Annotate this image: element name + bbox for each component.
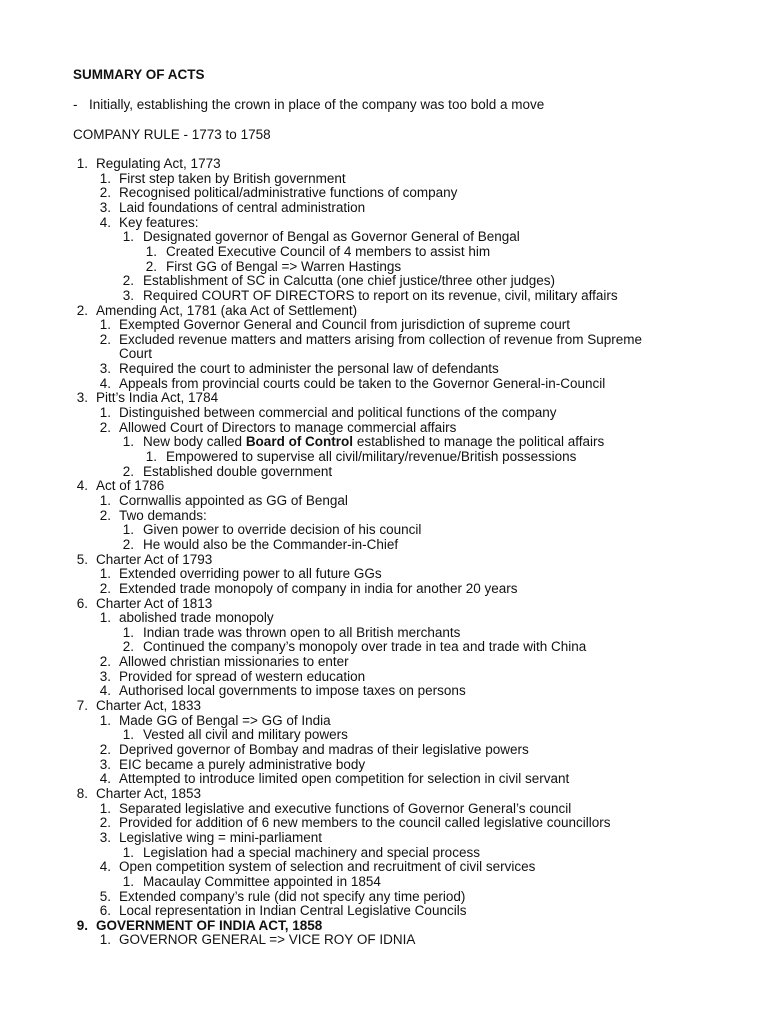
list-item-text-bold: Board of Control xyxy=(245,434,354,450)
list-item-text: Indian trade was thrown open to all British merchants xyxy=(143,624,461,640)
list-item-number: 4. xyxy=(76,478,88,494)
list-item-number: 1. xyxy=(76,156,88,171)
list-item-text: Vested all civil and military powers xyxy=(143,727,348,743)
list-item-number: 2. xyxy=(99,331,111,347)
list-item-text: GOVERNOR GENERAL => VICE ROY OF IDNIA xyxy=(119,932,416,948)
list-item-text: Allowed Court of Directors to manage commercial affairs xyxy=(119,419,457,435)
section-heading: COMPANY RULE - 1773 to 1758 xyxy=(73,127,271,142)
list-item-number: 6. xyxy=(76,595,88,611)
list-item-text: Excluded revenue matters and matters arising from collection of revenue from Supreme xyxy=(119,331,642,347)
list-item-number: 3. xyxy=(122,287,134,303)
list-item-text xyxy=(143,435,604,450)
list-item-number: 2. xyxy=(122,273,134,289)
list-item-text: Charter Act, 1833 xyxy=(96,698,202,714)
list-item-number: 1. xyxy=(99,610,111,626)
document-title: SUMMARY OF ACTS xyxy=(73,67,205,82)
list-item-text: Charter Act, 1853 xyxy=(96,785,202,801)
list-item-text: Pitt’s India Act, 1784 xyxy=(96,390,219,406)
list-item-number: 4. xyxy=(99,859,111,875)
list-item-number: 1. xyxy=(122,434,134,450)
list-item-number: 1. xyxy=(99,317,111,333)
list-item-number: 1. xyxy=(122,522,134,538)
list-item-number: 2. xyxy=(145,258,157,274)
list-item-number: 8. xyxy=(76,785,88,801)
list-item-number: 1. xyxy=(99,932,111,948)
list-item-text: Local representation in Indian Central Legislative Councils xyxy=(119,903,467,919)
list-item-text: Authorised local governments to impose taxes on persons xyxy=(119,683,466,699)
list-item-number: 2. xyxy=(122,463,134,479)
list-item-text-post: established to manage the political affairs xyxy=(353,434,605,450)
list-item-number: 5. xyxy=(76,551,88,567)
list-item-number: 9. xyxy=(76,917,88,933)
list-item-number: 3. xyxy=(99,756,111,772)
list-item-text: Made GG of Bengal => GG of India xyxy=(119,712,331,728)
list-item-text: Extended trade monopoly of company in india for another 20 years xyxy=(119,580,518,596)
list-item-number: 3. xyxy=(99,361,111,377)
list-item-number: 1. xyxy=(99,170,111,186)
intro-line xyxy=(73,97,544,112)
list-item-text: Designated governor of Bengal as Governor General of Bengal xyxy=(143,229,520,245)
list-item-text: Key features: xyxy=(119,214,199,230)
list-item-number: 2. xyxy=(99,654,111,670)
list-item-number: 1. xyxy=(99,492,111,508)
list-item-number: 2. xyxy=(99,185,111,201)
intro-text: Initially, establishing the crown in place of the company was too bold a move xyxy=(89,97,545,112)
list-item-number: 1. xyxy=(122,844,134,860)
list-item-number: 2. xyxy=(122,536,134,552)
list-item-text: Allowed christian missionaries to enter xyxy=(119,654,349,670)
list-item-number: 1. xyxy=(99,712,111,728)
list-item-text: Separated legislative and executive functions of Governor General’s council xyxy=(119,800,572,816)
list-item-text: Exempted Governor General and Council from jurisdiction of supreme court xyxy=(119,317,570,333)
list-item-number: 1. xyxy=(122,727,134,743)
list-item-number: 3. xyxy=(99,829,111,845)
list-item-text: Established double government xyxy=(143,463,333,479)
list-item-number: 1. xyxy=(122,873,134,889)
list-item-text: Two demands: xyxy=(119,507,207,523)
list-item-text: EIC became a purely administrative body xyxy=(119,756,366,772)
list-item-number: 2. xyxy=(99,815,111,831)
list-item-number: 3. xyxy=(76,390,88,406)
list-item-text: Open competition system of selection and recruitment of civil services xyxy=(119,859,536,875)
list-item-text: abolished trade monopoly xyxy=(119,610,274,626)
list-item-number: 3. xyxy=(99,199,111,215)
list-item-number: 2. xyxy=(99,507,111,523)
list-item-text: Required the court to administer the personal law of defendants xyxy=(119,361,499,377)
list-item-number: 1. xyxy=(145,243,157,259)
list-item-number: 2. xyxy=(122,639,134,655)
list-item-text: Cornwallis appointed as GG of Bengal xyxy=(119,492,348,508)
list-item-number: 4. xyxy=(99,375,111,391)
list-item-text: First step taken by British government xyxy=(119,170,346,186)
list-item-text: Distinguished between commercial and political functions of the company xyxy=(119,405,557,421)
list-item-number: 1. xyxy=(99,566,111,582)
list-item-number: 4. xyxy=(99,771,111,787)
list-item-text: Legislative wing = mini-parliament xyxy=(119,829,322,845)
list-item-number: 2. xyxy=(76,302,88,318)
list-item-text: He would also be the Commander-in-Chief xyxy=(143,536,399,552)
list-item-number: 6. xyxy=(99,903,111,919)
list-item-number: 1. xyxy=(145,449,157,464)
list-item-number: 2. xyxy=(99,419,111,435)
list-item-text: First GG of Bengal => Warren Hastings xyxy=(166,258,402,274)
list-item-text: Required COURT OF DIRECTORS to report on its revenue, civil, military affairs xyxy=(143,287,618,303)
list-item-number: 1. xyxy=(122,229,134,245)
list-item-text: Laid foundations of central administration xyxy=(119,199,366,215)
list-item-number: 1. xyxy=(99,405,111,421)
list-item-number: 2. xyxy=(99,742,111,757)
list-item-number: 4. xyxy=(99,214,111,230)
list-item-text: Macaulay Committee appointed in 1854 xyxy=(143,873,381,889)
list-item-text: Charter Act of 1813 xyxy=(96,595,213,611)
list-item-text: Continued the company’s monopoly over trade in tea and trade with China xyxy=(143,639,587,655)
list-item-number: 7. xyxy=(76,698,88,714)
list-item-text: Given power to override decision of his council xyxy=(143,522,422,538)
list-item-text: Empowered to supervise all civil/military/revenue/British possessions xyxy=(166,449,577,464)
list-item-text: Legislation had a special machinery and special process xyxy=(143,844,480,860)
list-item-number: 5. xyxy=(99,888,111,904)
list-item-text: Provided for addition of 6 new members to the council called legislative councillors xyxy=(119,815,611,831)
list-item-text: Extended overriding power to all future GGs xyxy=(119,566,382,582)
list-item-text: Recognised political/administrative functions of company xyxy=(119,185,458,201)
list-item-text: Deprived governor of Bombay and madras of their legislative powers xyxy=(119,742,529,757)
list-item-number: 1. xyxy=(99,800,111,816)
list-item-number: 1. xyxy=(122,624,134,640)
list-item-number: 4. xyxy=(99,683,111,699)
list-item-text: Establishment of SC in Calcutta (one chief justice/three other judges) xyxy=(143,273,555,289)
list-item-text: GOVERNMENT OF INDIA ACT, 1858 xyxy=(96,917,323,933)
list-item-text: Court xyxy=(119,346,153,362)
list-item-text: Act of 1786 xyxy=(96,478,165,494)
list-item-text: Attempted to introduce limited open competition for selection in civil servant xyxy=(119,771,570,787)
list-item-text: Charter Act of 1793 xyxy=(96,551,213,567)
list-item-number: 3. xyxy=(99,668,111,684)
list-item-text-pre: New body called xyxy=(143,434,246,450)
list-item-number: 2. xyxy=(99,580,111,596)
intro-bullet: - xyxy=(73,97,78,112)
list-item-text: Provided for spread of western education xyxy=(119,668,366,684)
list-item-text: Amending Act, 1781 (aka Act of Settlement) xyxy=(96,302,358,318)
list-item-text: Appeals from provincial courts could be taken to the Governor General-in-Council xyxy=(119,375,606,391)
list-item-text: Created Executive Council of 4 members to assist him xyxy=(166,243,491,259)
list-item-text: Regulating Act, 1773 xyxy=(96,156,221,171)
list-item-text: Extended company’s rule (did not specify any time period) xyxy=(119,888,466,904)
